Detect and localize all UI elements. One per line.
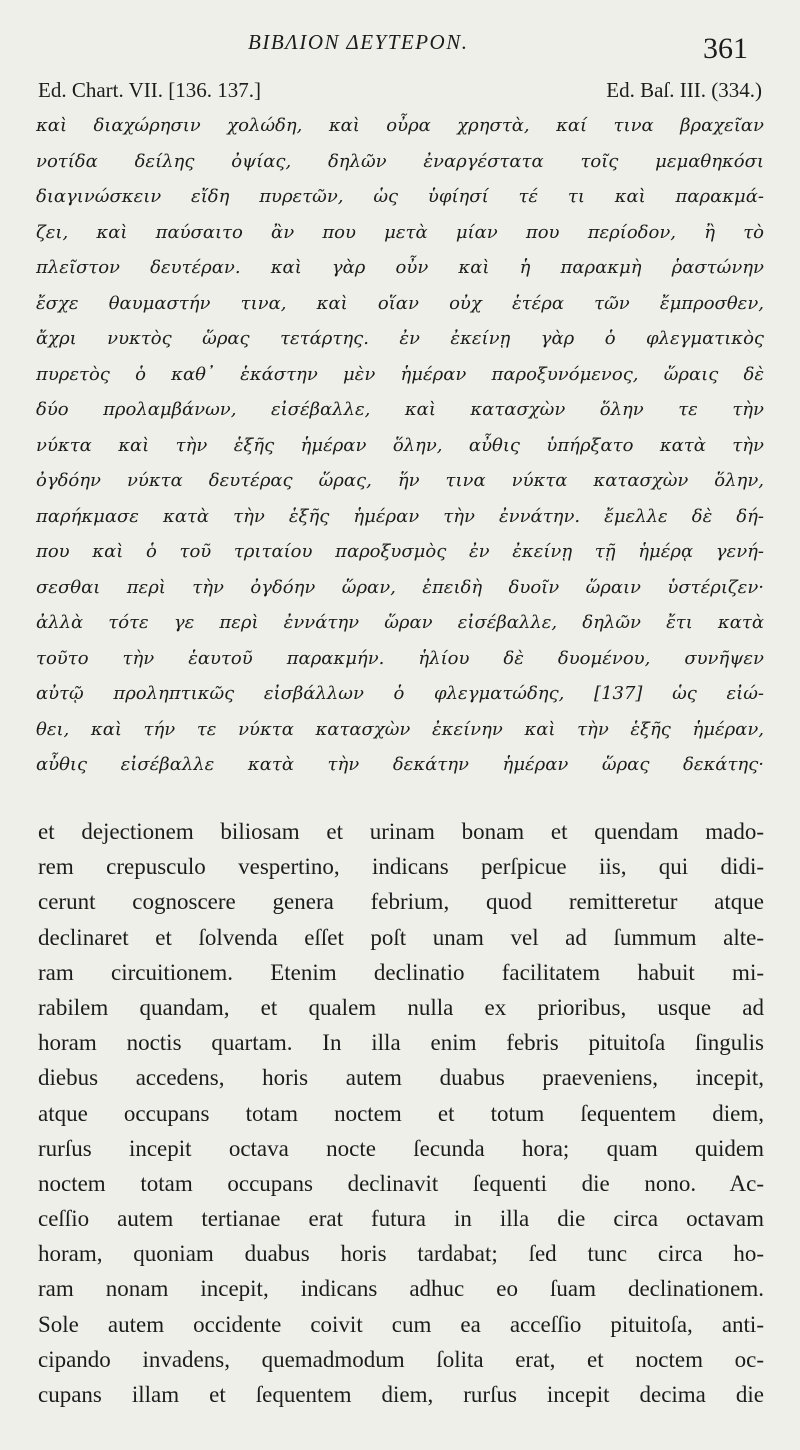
greek-text-line: νοτίδα δείλης ὀψίας, δηλῶν ἐναργέστατα τοῖς μεμαθηκόσι <box>36 150 764 172</box>
running-title: ΒΙΒΛΙΟΝ ΔΕΥΤΕΡΟΝ. <box>248 30 469 54</box>
latin-text-line: rem crepusculo vespertino, indicans perſpicue iis, qui didi- <box>38 854 764 880</box>
latin-text-line: rurſus incepit octava nocte ſecunda hora; quam quidem <box>38 1135 764 1161</box>
latin-text-line: cupans illam et ſequentem diem, rurſus incepit decima die <box>38 1382 764 1407</box>
latin-text-line: ceſſio autem tertianae erat futura in illa die circa octavam <box>38 1206 764 1232</box>
greek-text-line: τοῦτο τὴν ἑαυτοῦ παρακμήν. ἡλίου δὲ δυομένου, συνῆψεν <box>36 647 764 669</box>
running-head <box>0 30 800 66</box>
greek-text-line: ἄχρι νυκτὸς ὥρας τετάρτης. ἐν ἐκείνῃ γὰρ ὁ φλεγματικὸς <box>36 328 764 349</box>
latin-text-line: declinaret et ſolvenda eſſet poſt unam vel ad ſummum alte- <box>38 924 764 950</box>
latin-text-line: ram nonam incepit, indicans adhuc eo ſuam declinationem. <box>38 1276 764 1302</box>
latin-text-line: rabilem quandam, et qualem nulla ex prioribus, usque ad <box>38 994 764 1020</box>
edition-reference-line <box>38 78 762 108</box>
latin-text-line: cerunt cognoscere genera febrium, quod remitteretur atque <box>38 889 764 915</box>
latin-text-line: cipando invadens, quemadmodum ſolita erat, et noctem oc- <box>38 1346 764 1372</box>
greek-text-block <box>36 108 764 783</box>
greek-text-line: πυρετὸς ὁ καθ᾽ ἑκάστην μὲν ἡμέραν παροξυνόμενος, ὥραις δὲ <box>36 363 764 385</box>
latin-text-line: et dejectionem biliosam et urinam bonam et quendam mado- <box>38 819 764 844</box>
latin-text-line: horam, quoniam duabus horis tardabat; ſed tunc circa ho- <box>38 1241 764 1267</box>
greek-text-line: θει, καὶ τήν τε νύκτα κατασχὼν ἐκείνην καὶ τὴν ἑξῆς ἡμέραν, <box>36 718 764 740</box>
greek-text-line: ὀγδόην νύκτα δευτέρας ὥρας, ἥν τινα νύκτα κατασχὼν ὅλην, <box>36 470 764 491</box>
page-number: 361 <box>703 32 748 65</box>
greek-text-line: που καὶ ὁ τοῦ τριταίου παροξυσμὸς ἐν ἐκείνῃ τῇ ἡμέρᾳ γενή- <box>36 541 764 562</box>
greek-text-line: ζει, καὶ παύσαιτο ἂν που μετὰ μίαν που περίοδον, ἢ τὸ <box>36 221 764 243</box>
edition-basel-reference: Ed. Baſ. III. (334.) <box>606 78 762 102</box>
latin-text-block <box>38 814 764 1412</box>
greek-text-line: νύκτα καὶ τὴν ἑξῆς ἡμέραν ὅλην, αὖθις ὑπήρξατο κατὰ τὴν <box>36 434 764 456</box>
greek-text-line: ἀλλὰ τότε γε περὶ ἐννάτην ὥραν εἰσέβαλλε, δηλῶν ἔτι κατὰ <box>36 612 764 633</box>
greek-text-line: παρήκμασε κατὰ τὴν ἑξῆς ἡμέραν τὴν ἐννάτην. ἔμελλε δὲ δή- <box>36 505 764 527</box>
latin-text-line: noctem totam occupans declinavit ſequenti die nono. Ac- <box>38 1170 764 1196</box>
latin-text-line: horam noctis quartam. In illa enim febris pituitoſa ſingulis <box>38 1030 764 1056</box>
latin-text-line: ram circuitionem. Etenim declinatio facilitatem habuit mi- <box>38 959 764 985</box>
greek-text-line: σεσθαι περὶ τὴν ὀγδόην ὥραν, ἐπειδὴ δυοῖν ὥραιν ὑστέριζεν· <box>36 576 764 598</box>
greek-text-line: πλεῖστον δευτέραν. καὶ γὰρ οὖν καὶ ἡ παρακμὴ ῥαστώνην <box>36 257 764 278</box>
greek-text-line: διαγινώσκειν εἴδη πυρετῶν, ὡς ὑφίησί τέ τι καὶ παρακμά- <box>36 186 764 207</box>
greek-text-line: καὶ διαχώρησιν χολώδη, καὶ οὖρα χρηστὰ, καί τινα βραχεῖαν <box>36 115 764 136</box>
greek-text-line: αὐτῷ προληπτικῶς εἰσβάλλων ὁ φλεγματώδης, [137] ὡς εἰώ- <box>36 683 764 704</box>
greek-text-line: αὖθις εἰσέβαλλε κατὰ τὴν δεκάτην ἡμέραν ὥρας δεκάτης· <box>36 754 764 775</box>
greek-text-line: δύο προλαμβάνων, εἰσέβαλλε, καὶ κατασχὼν ὅλην τε τὴν <box>36 399 764 420</box>
edition-chartier-reference: Ed. Chart. VII. [136. 137.] <box>38 78 261 102</box>
latin-text-line: atque occupans totam noctem et totum ſequentem diem, <box>38 1100 764 1126</box>
latin-text-line: Sole autem occidente coivit cum ea acceſſio pituitoſa, anti- <box>38 1311 764 1337</box>
greek-text-line: ἔσχε θαυμαστήν τινα, καὶ οἵαν οὐχ ἑτέρα τῶν ἔμπροσθεν, <box>36 292 764 314</box>
latin-text-line: diebus accedens, horis autem duabus praeveniens, incepit, <box>38 1065 764 1091</box>
